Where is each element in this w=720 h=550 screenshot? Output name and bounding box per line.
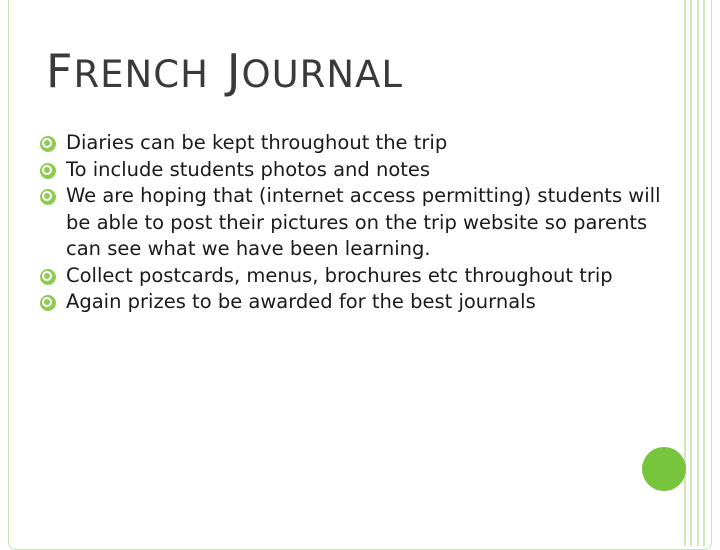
title-rest: OURNAL (241, 53, 403, 96)
title-initial: J (226, 44, 242, 98)
bullet-item (40, 157, 680, 184)
frame-rail (703, 0, 705, 546)
title-rest: RENCH (73, 53, 209, 96)
bullet-text: Diaries can be kept throughout the trip (66, 131, 448, 154)
bullet-text: We are hoping that (internet access permitting) students will be able to post their pictures on the trip website so parents can see what we have been learning. (66, 184, 661, 260)
frame-rail (697, 0, 699, 546)
title-initial: F (46, 44, 74, 98)
decorative-dot-icon (642, 447, 686, 491)
bullet-item (40, 130, 680, 157)
bullet-text: To include students photos and notes (66, 157, 431, 181)
slide-title (46, 44, 403, 98)
bullet-text: Collect postcards, menus, brochures etc throughout trip (66, 263, 613, 287)
circle-bullet-icon (40, 136, 56, 152)
bullet-item (40, 263, 680, 290)
circle-bullet-icon (40, 189, 56, 205)
frame-rail (690, 0, 692, 546)
bullet-item (40, 183, 680, 263)
bullet-list (40, 130, 680, 316)
circle-bullet-icon (40, 163, 56, 179)
circle-bullet-icon (40, 295, 56, 311)
bullet-item (40, 289, 680, 316)
circle-bullet-icon (40, 269, 56, 285)
bullet-text: Again prizes to be awarded for the best journals (66, 290, 536, 313)
